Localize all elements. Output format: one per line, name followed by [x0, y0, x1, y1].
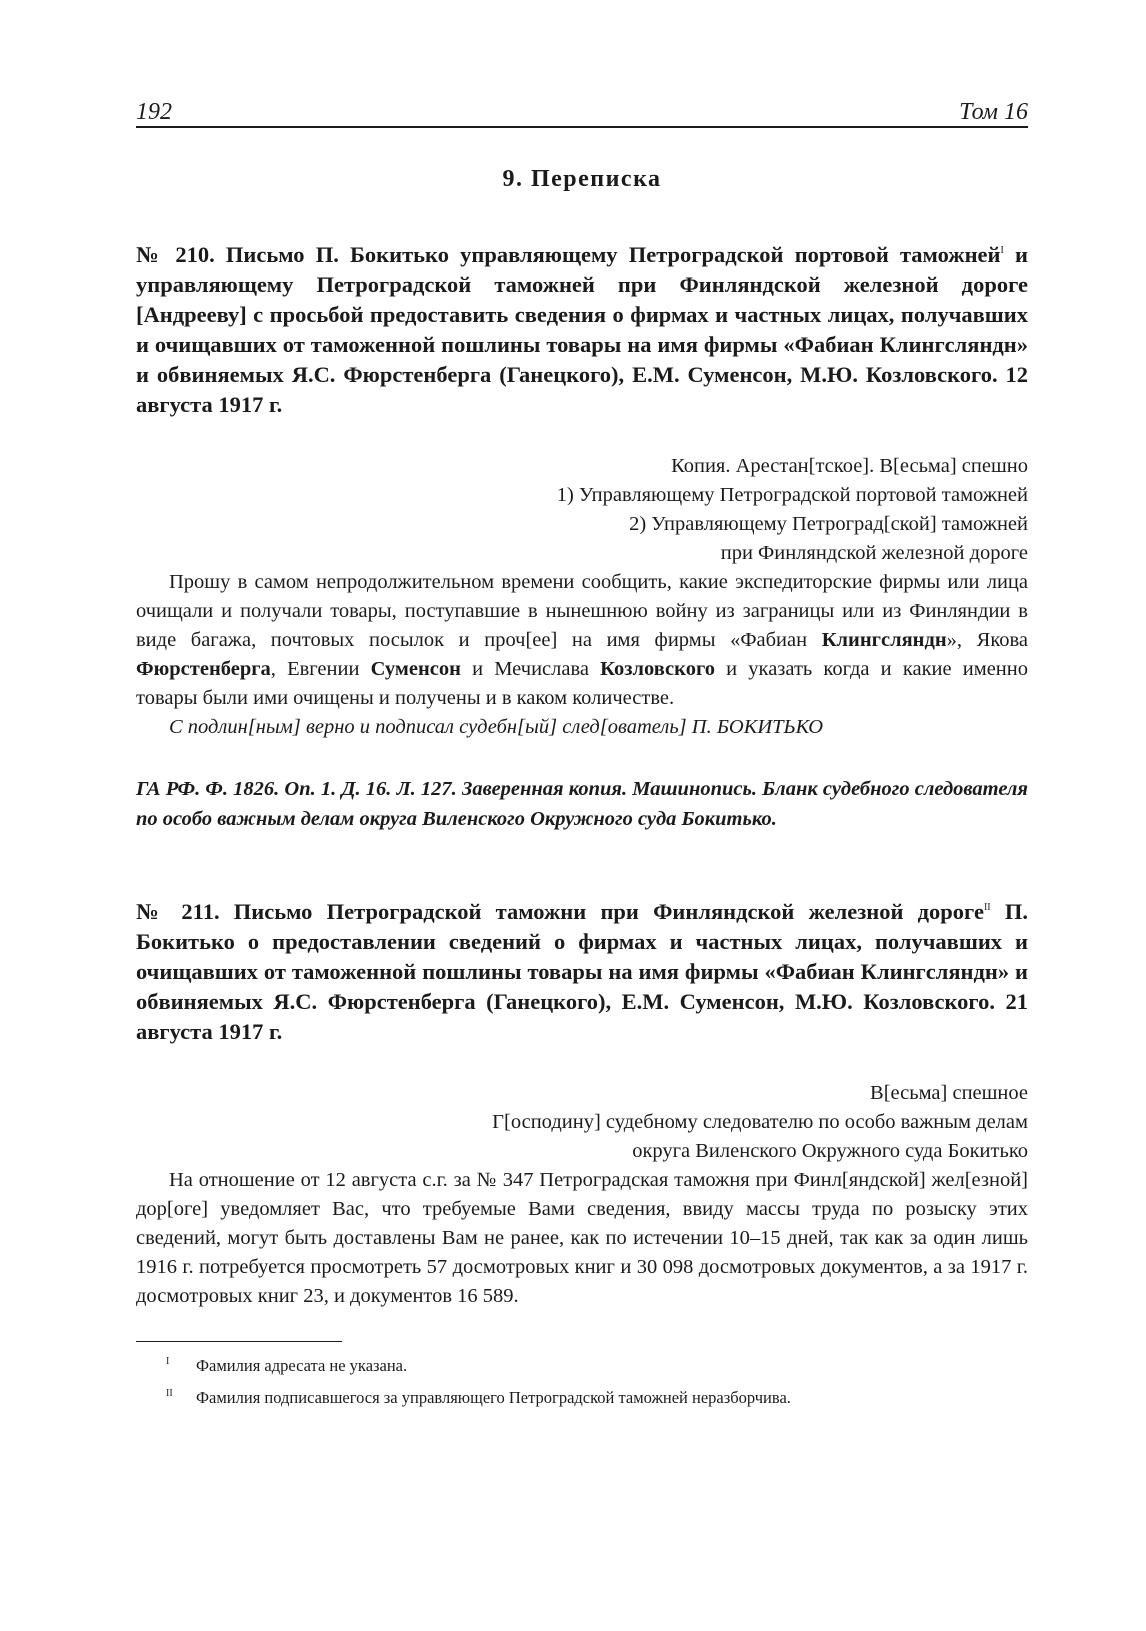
body-text: и Мечислава [460, 658, 601, 680]
footnote-text: Фамилия адресата не указана. [196, 1356, 408, 1375]
body-text: Прошу в самом непродолжительном времени сообщить, какие экспедиторские фирмы или лица очищали и получали товары, поступавшие в нынешнюю войну из заграницы или из Финляндии в виде багажа, почтовых посылок и проч[ее] на имя фирмы «Фабиан [136, 571, 1028, 651]
doc-211-body: На отношение от 12 августа с.г. за № 347 Петроградская таможня при Финл[яндской] жел[езной] дор[оге] уведомляет Вас, что требуемые Вами сведения, ввиду массы труда по розыску этих сведений, могут быть доставлены Вам не ранее, как по истечении 10–15 дней, так как за один лишь 1916 г. потребуется просмотреть 57 досмотровых книг и 30 098 досмотровых документов, а за 1917 г. досмотровых книг 23, и документов 16 589. [136, 1169, 1028, 1307]
doc-210-title-part2: и управляющему Петроградской таможней при Финляндской железной дороге [Андрееву] с просьбой предоставить сведения о фирмах и частных лицах, получавших и очищавших от таможенной пошлины товары на имя фирмы «Фабиан Клингсляндн» и обвиняемых Я.С. Фюрстенберга (Ганецкого), Е.М. Суменсон, М.Ю. Козловского. 12 августа 1917 г. [136, 242, 1028, 417]
footnote-text: Фамилия подписавшегося за управляющего Петроградской таможней неразборчива. [196, 1388, 791, 1407]
address-line: 2) Управляющему Петроград[ской] таможней [629, 513, 1028, 535]
name-kozlovsky: Козловского [600, 658, 715, 680]
address-line: Копия. Арестан[тское]. В[есьма] спешно [671, 455, 1028, 477]
footnote-rule [136, 1341, 342, 1342]
volume-label: Том 16 [959, 99, 1028, 125]
doc-210-title [136, 240, 1028, 420]
address-line: В[есьма] спешное [870, 1082, 1028, 1104]
doc-210-archival-note: ГА РФ. Ф. 1826. Оп. 1. Д. 16. Л. 127. Заверенная копия. Машинопись. Бланк судебного следователя по особо важным делам округа Виленского Окружного суда Бокитько. [136, 778, 1028, 830]
footnote-item [136, 1354, 1028, 1378]
doc-211-address [136, 1079, 1028, 1166]
footnote-mark: II [166, 1388, 173, 1399]
name-fyurstenberg: Фюрстенберга [136, 658, 271, 680]
footnote-ref-1[interactable]: I [1000, 245, 1004, 256]
footnote-ref-2[interactable]: II [983, 902, 991, 913]
section-title: 9. Переписка [502, 166, 662, 192]
footnotes [136, 1354, 1028, 1410]
name-klingslyand: Клингсляндн [821, 629, 947, 651]
footnote-mark: I [166, 1356, 170, 1367]
page-number: 192 [136, 99, 172, 125]
doc-210-signature: С подлин[ным] верно и подписал судебн[ый] след[ователь] П. БОКИТЬКО [169, 716, 824, 738]
doc-211-title-part2: П. Бокитько о предоставлении сведений о фирмах и частных лицах, получавших и очищавших от таможенной пошлины товары на имя фирмы «Фабиан Клингсляндн» и обвиняемых Я.С. Фюрстенберга (Ганецкого), Е.М. Суменсон, М.Ю. Козловского. 21 августа 1917 г. [136, 899, 1028, 1044]
address-line: при Финляндской железной дороге [720, 542, 1028, 564]
address-line: 1) Управляющему Петроградской портовой таможней [556, 484, 1028, 506]
name-sumenson: Суменсон [370, 658, 461, 680]
body-text: , Евгении [270, 658, 371, 680]
document-page [136, 86, 1028, 1410]
body-text: », Якова [946, 629, 1028, 651]
address-line: округа Виленского Окружного суда Бокитько [632, 1140, 1028, 1162]
doc-211-title [136, 897, 1028, 1047]
footnote-item [136, 1386, 1028, 1410]
running-head [136, 86, 1028, 126]
header-rule [136, 126, 1028, 128]
doc-210-body [136, 568, 1028, 713]
doc-210-address [136, 452, 1028, 568]
body-text: и указать когда и какие именно товары были ими очищены и получены и в каком количестве. [136, 658, 1028, 709]
doc-211-title-part1: № 211. Письмо Петроградской таможни при Финляндской железной дороге [136, 899, 984, 924]
doc-210-title-part1: № 210. Письмо П. Бокитько управляющему Петроградской портовой таможней [136, 242, 1001, 267]
address-line: Г[осподину] судебному следователю по особо важным делам [492, 1111, 1028, 1133]
